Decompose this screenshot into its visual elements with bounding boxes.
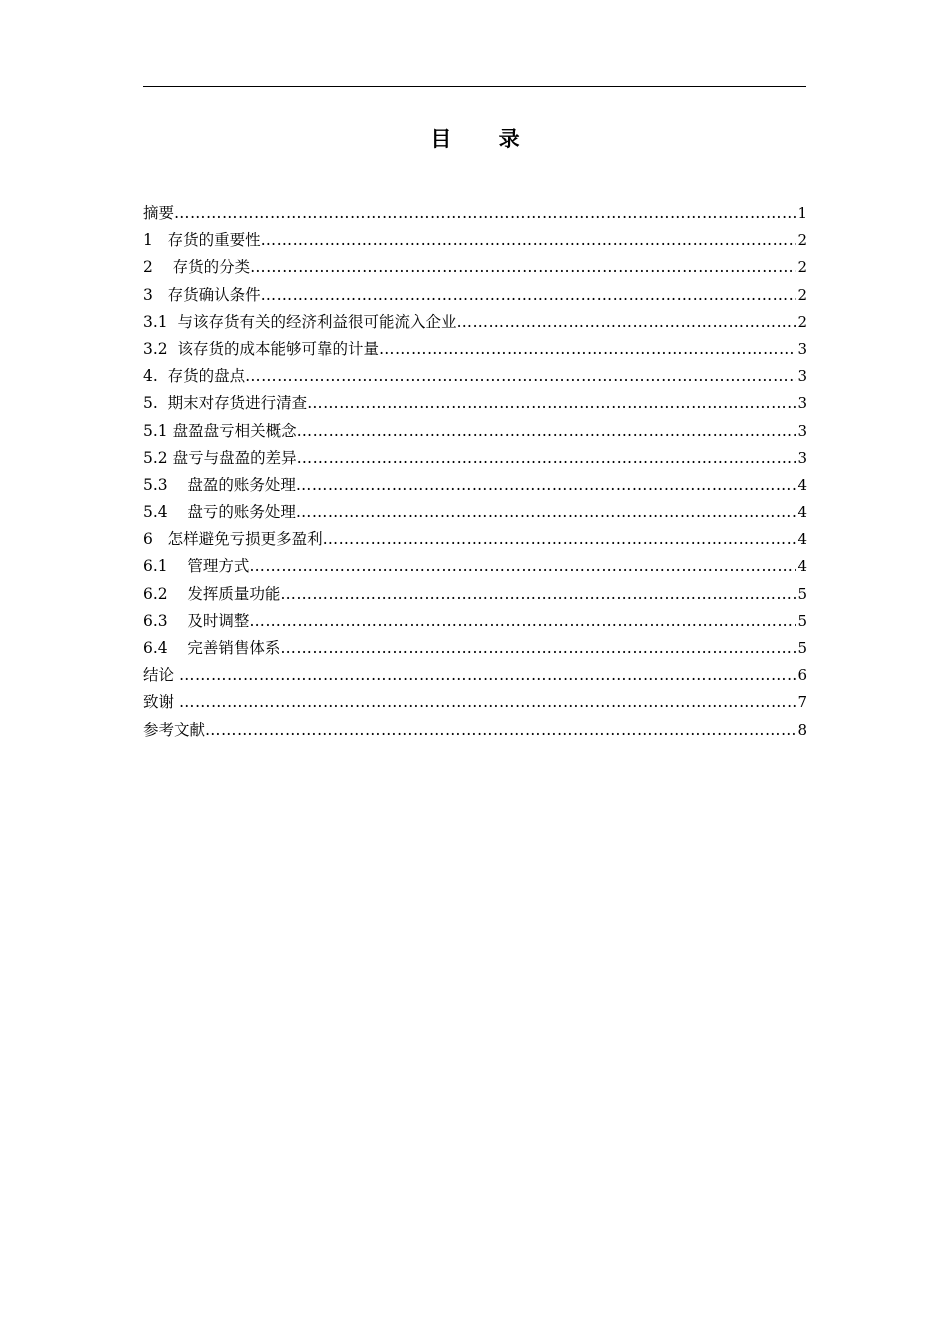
toc-entry[interactable] — [143, 254, 807, 281]
toc-dot-leader — [174, 200, 796, 227]
toc-page-number: 8 — [797, 720, 807, 739]
toc-page-number: 4 — [797, 530, 807, 549]
toc-entry-label: 5.1 盘盈盘亏相关概念 — [143, 421, 297, 440]
toc-page-number: 2 — [797, 285, 807, 304]
toc-dot-leader — [205, 717, 796, 744]
toc-page-number: 5 — [797, 611, 807, 630]
toc-entry[interactable] — [143, 553, 807, 580]
toc-dot-leader — [379, 336, 796, 363]
toc-dot-leader — [249, 608, 796, 635]
toc-page-number: 2 — [797, 312, 807, 331]
toc-entry[interactable] — [143, 526, 807, 553]
toc-dot-leader — [261, 282, 797, 309]
toc-dot-leader — [250, 254, 796, 281]
toc-dot-leader — [249, 553, 796, 580]
toc-page-number: 1 — [797, 204, 807, 222]
toc-entry[interactable] — [143, 227, 807, 254]
toc-entry[interactable] — [143, 390, 807, 417]
toc-dot-leader — [307, 390, 796, 417]
toc-entry[interactable] — [143, 472, 807, 499]
toc-entry[interactable] — [143, 717, 807, 744]
toc-entry-label: 致谢 — [143, 693, 179, 712]
toc-page-number: 4 — [797, 475, 807, 494]
toc-page-number: 4 — [797, 557, 807, 576]
toc-page-number: 6 — [797, 666, 807, 685]
toc-entry[interactable] — [143, 309, 807, 336]
toc-page-number: 4 — [797, 503, 807, 522]
toc-entry[interactable] — [143, 608, 807, 635]
toc-entry-label: 2 存货的分类 — [143, 258, 251, 277]
toc-page-number: 7 — [797, 693, 807, 712]
toc-entry-label: 3.2 该存货的成本能够可靠的计量 — [143, 339, 380, 358]
toc-entry-label: 6 怎样避免亏损更多盈利 — [143, 530, 323, 549]
toc-page-number: 5 — [797, 584, 807, 603]
toc-title: 目 录 — [430, 126, 540, 151]
toc-dot-leader — [297, 418, 797, 445]
toc-dot-leader — [296, 472, 797, 499]
toc-page-number: 3 — [797, 339, 807, 358]
toc-entry[interactable] — [143, 363, 807, 390]
toc-entry-label: 6.2 发挥质量功能 — [143, 584, 281, 603]
toc-page-number: 2 — [797, 258, 807, 277]
toc-dot-leader — [296, 499, 797, 526]
toc-list — [143, 200, 807, 744]
toc-entry[interactable] — [143, 445, 807, 472]
toc-page-number: 3 — [797, 448, 807, 467]
toc-entry-label: 5.2 盘亏与盘盈的差异 — [143, 448, 297, 467]
toc-entry[interactable] — [143, 499, 807, 526]
toc-page-number: 3 — [797, 367, 807, 386]
toc-dot-leader — [261, 227, 797, 254]
toc-dot-leader — [245, 363, 796, 390]
toc-page-number: 2 — [797, 231, 807, 250]
toc-entry[interactable] — [143, 635, 807, 662]
toc-page-number: 5 — [797, 639, 807, 657]
toc-entry-label: 4. 存货的盘点 — [143, 367, 246, 386]
toc-entry[interactable] — [143, 282, 807, 309]
toc-entry-label: 6.4 完善销售体系 — [143, 639, 281, 657]
toc-entry[interactable] — [143, 418, 807, 445]
toc-dot-leader — [297, 445, 797, 472]
toc-entry-label: 3.1 与该存货有关的经济利益很可能流入企业 — [143, 312, 457, 331]
toc-dot-leader — [280, 635, 796, 662]
toc-dot-leader — [179, 662, 797, 689]
toc-entry-label: 5.4 盘亏的账务处理 — [143, 503, 296, 522]
toc-dot-leader — [179, 689, 797, 716]
toc-entry-label: 5.3 盘盈的账务处理 — [143, 475, 296, 494]
toc-entry[interactable] — [143, 689, 807, 716]
toc-entry-label: 参考文献 — [143, 720, 206, 739]
header-rule — [143, 86, 806, 87]
toc-page-number: 3 — [797, 394, 807, 413]
toc-dot-leader — [457, 309, 797, 336]
toc-page-number: 3 — [797, 421, 807, 440]
toc-entry[interactable] — [143, 336, 807, 363]
toc-entry-label: 结论 — [143, 666, 179, 685]
toc-entry-label: 3 存货确认条件 — [143, 285, 261, 304]
toc-entry[interactable] — [143, 581, 807, 608]
toc-entry-label: 6.1 管理方式 — [143, 557, 250, 576]
toc-dot-leader — [280, 581, 796, 608]
toc-entry[interactable] — [143, 662, 807, 689]
toc-dot-leader — [323, 526, 797, 553]
toc-entry-label: 摘要 — [143, 204, 175, 222]
toc-entry[interactable] — [143, 200, 807, 227]
toc-entry-label: 5. 期末对存货进行清查 — [143, 394, 308, 413]
toc-entry-label: 6.3 及时调整 — [143, 611, 250, 630]
toc-entry-label: 1 存货的重要性 — [143, 231, 261, 250]
